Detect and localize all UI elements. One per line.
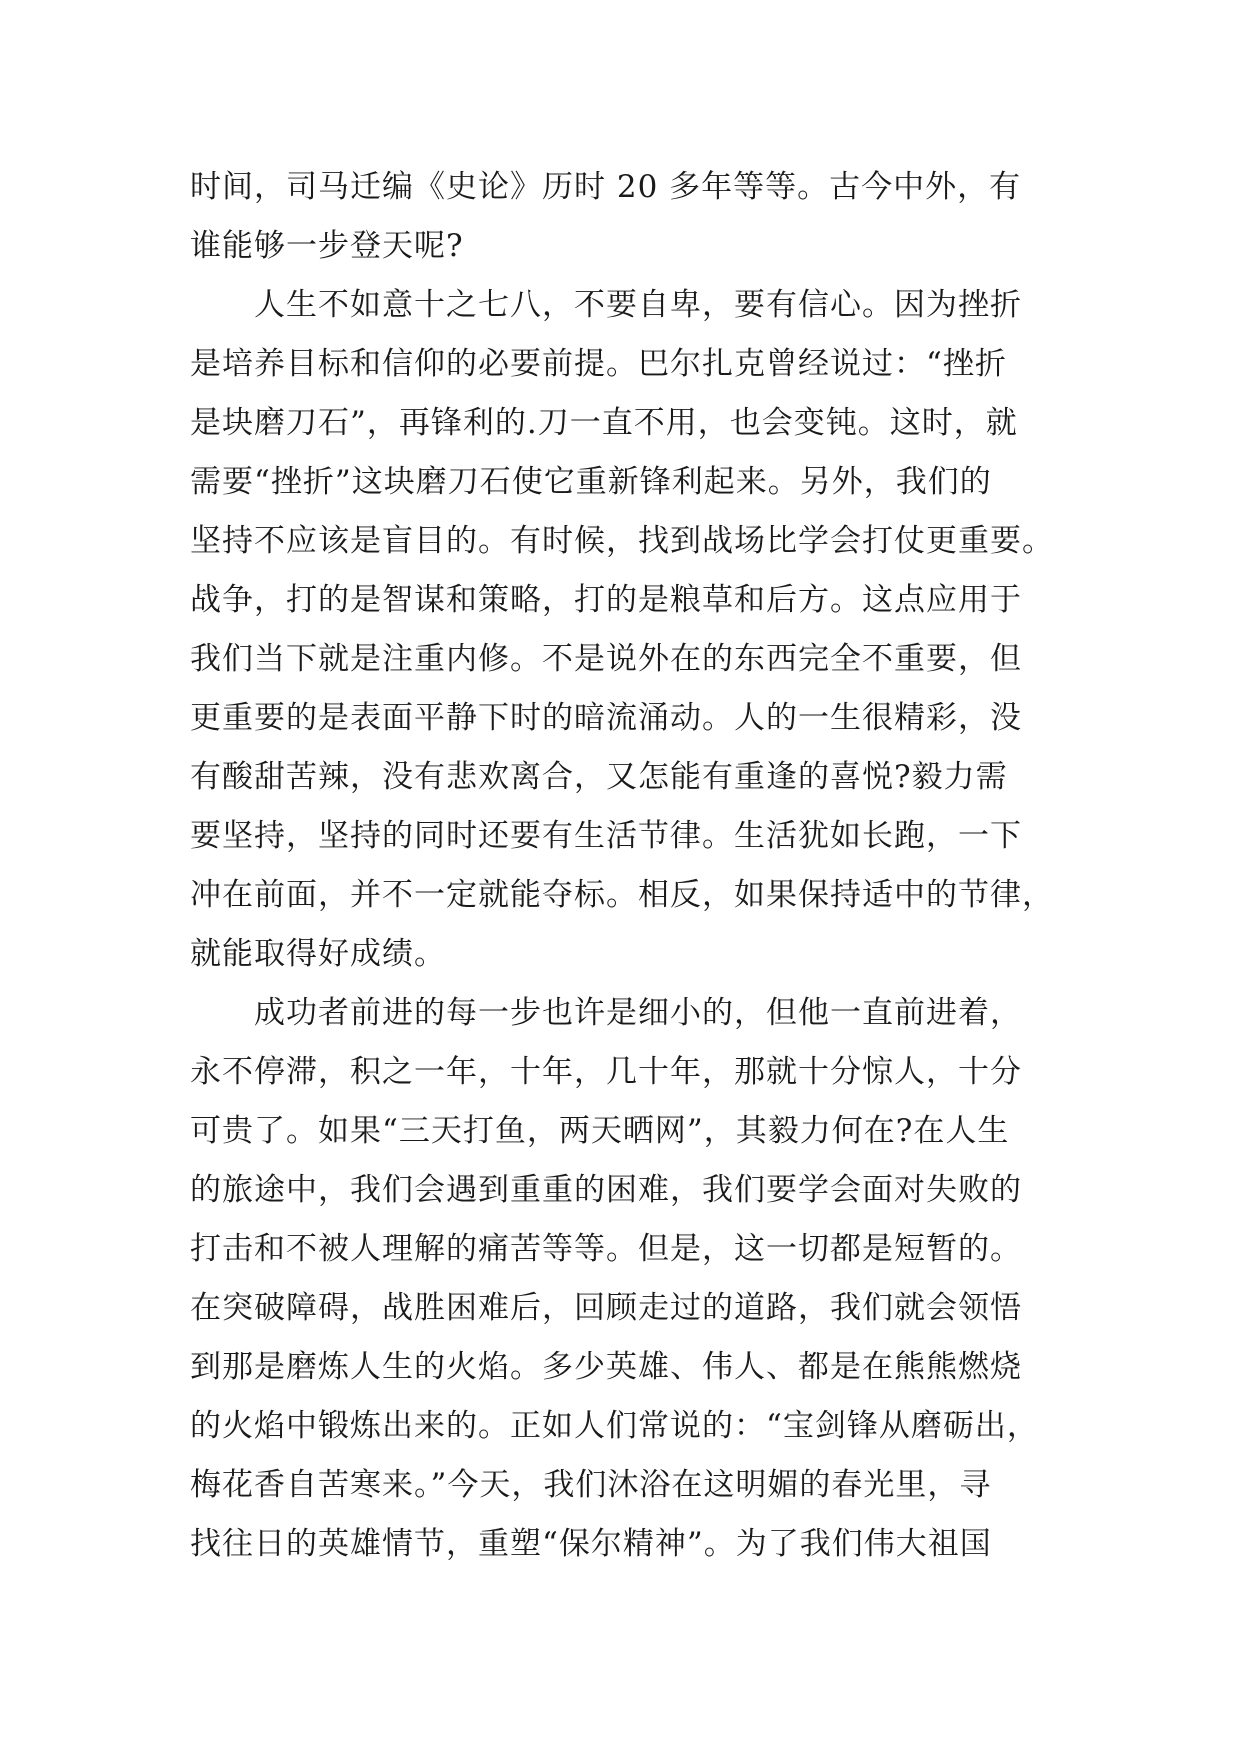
text-line: 战争，打的是智谋和策略，打的是粮草和后方。这点应用于 bbox=[190, 582, 1022, 618]
text-line: 永不停滞，积之一年，十年，几十年，那就十分惊人，十分 bbox=[190, 1054, 1022, 1090]
text-line: 冲在前面，并不一定就能夺标。相反，如果保持适中的节律， bbox=[190, 877, 1054, 913]
paragraph-start-line: 成功者前进的每一步也许是细小的，但他一直前进着， bbox=[254, 995, 1022, 1031]
text-line: 时间，司马迁编《史论》历时 20 多年等等。古今中外，有 bbox=[190, 169, 1022, 205]
text-line: 是培养目标和信仰的必要前提。巴尔扎克曾经说过：“挫折 bbox=[190, 346, 1007, 382]
text-line: 到那是磨炼人生的火焰。多少英雄、伟人、都是在熊熊燃烧 bbox=[190, 1349, 1022, 1385]
text-line: 坚持不应该是盲目的。有时候，找到战场比学会打仗更重要。 bbox=[190, 523, 1054, 559]
text-line: 的旅途中，我们会遇到重重的困难，我们要学会面对失败的 bbox=[190, 1172, 1022, 1208]
body-text bbox=[190, 158, 1070, 1574]
text-line: 要坚持，坚持的同时还要有生活节律。生活犹如长跑，一下 bbox=[190, 818, 1022, 854]
text-line: 谁能够一步登天呢? bbox=[190, 228, 464, 264]
text-line: 在突破障碍，战胜困难后，回顾走过的道路，我们就会领悟 bbox=[190, 1290, 1022, 1326]
text-line: 打击和不被人理解的痛苦等等。但是，这一切都是短暂的。 bbox=[190, 1231, 1022, 1267]
text-line: 需要“挫折”这块磨刀石使它重新锋利起来。另外，我们的 bbox=[190, 464, 992, 500]
text-line: 找往日的英雄情节，重塑“保尔精神”。为了我们伟大祖国 bbox=[190, 1526, 992, 1562]
text-line: 就能取得好成绩。 bbox=[190, 936, 446, 972]
text-line: 我们当下就是注重内修。不是说外在的东西完全不重要，但 bbox=[190, 641, 1022, 677]
text-line: 梅花香自苦寒来。”今天，我们沐浴在这明媚的春光里，寻 bbox=[190, 1467, 992, 1503]
text-line: 的火焰中锻炼出来的。正如人们常说的：“宝剑锋从磨砺出， bbox=[190, 1408, 1039, 1444]
text-line: 是块磨刀石”，再锋利的.刀一直不用，也会变钝。这时，就 bbox=[190, 405, 1018, 441]
paragraph-start-line: 人生不如意十之七八，不要自卑，要有信心。因为挫折 bbox=[254, 287, 1022, 323]
text-line: 可贵了。如果“三天打鱼，两天晒网”，其毅力何在?在人生 bbox=[190, 1113, 1010, 1149]
text-line: 有酸甜苦辣，没有悲欢离合，又怎能有重逢的喜悦?毅力需 bbox=[190, 759, 1008, 795]
text-line: 更重要的是表面平静下时的暗流涌动。人的一生很精彩，没 bbox=[190, 700, 1022, 736]
